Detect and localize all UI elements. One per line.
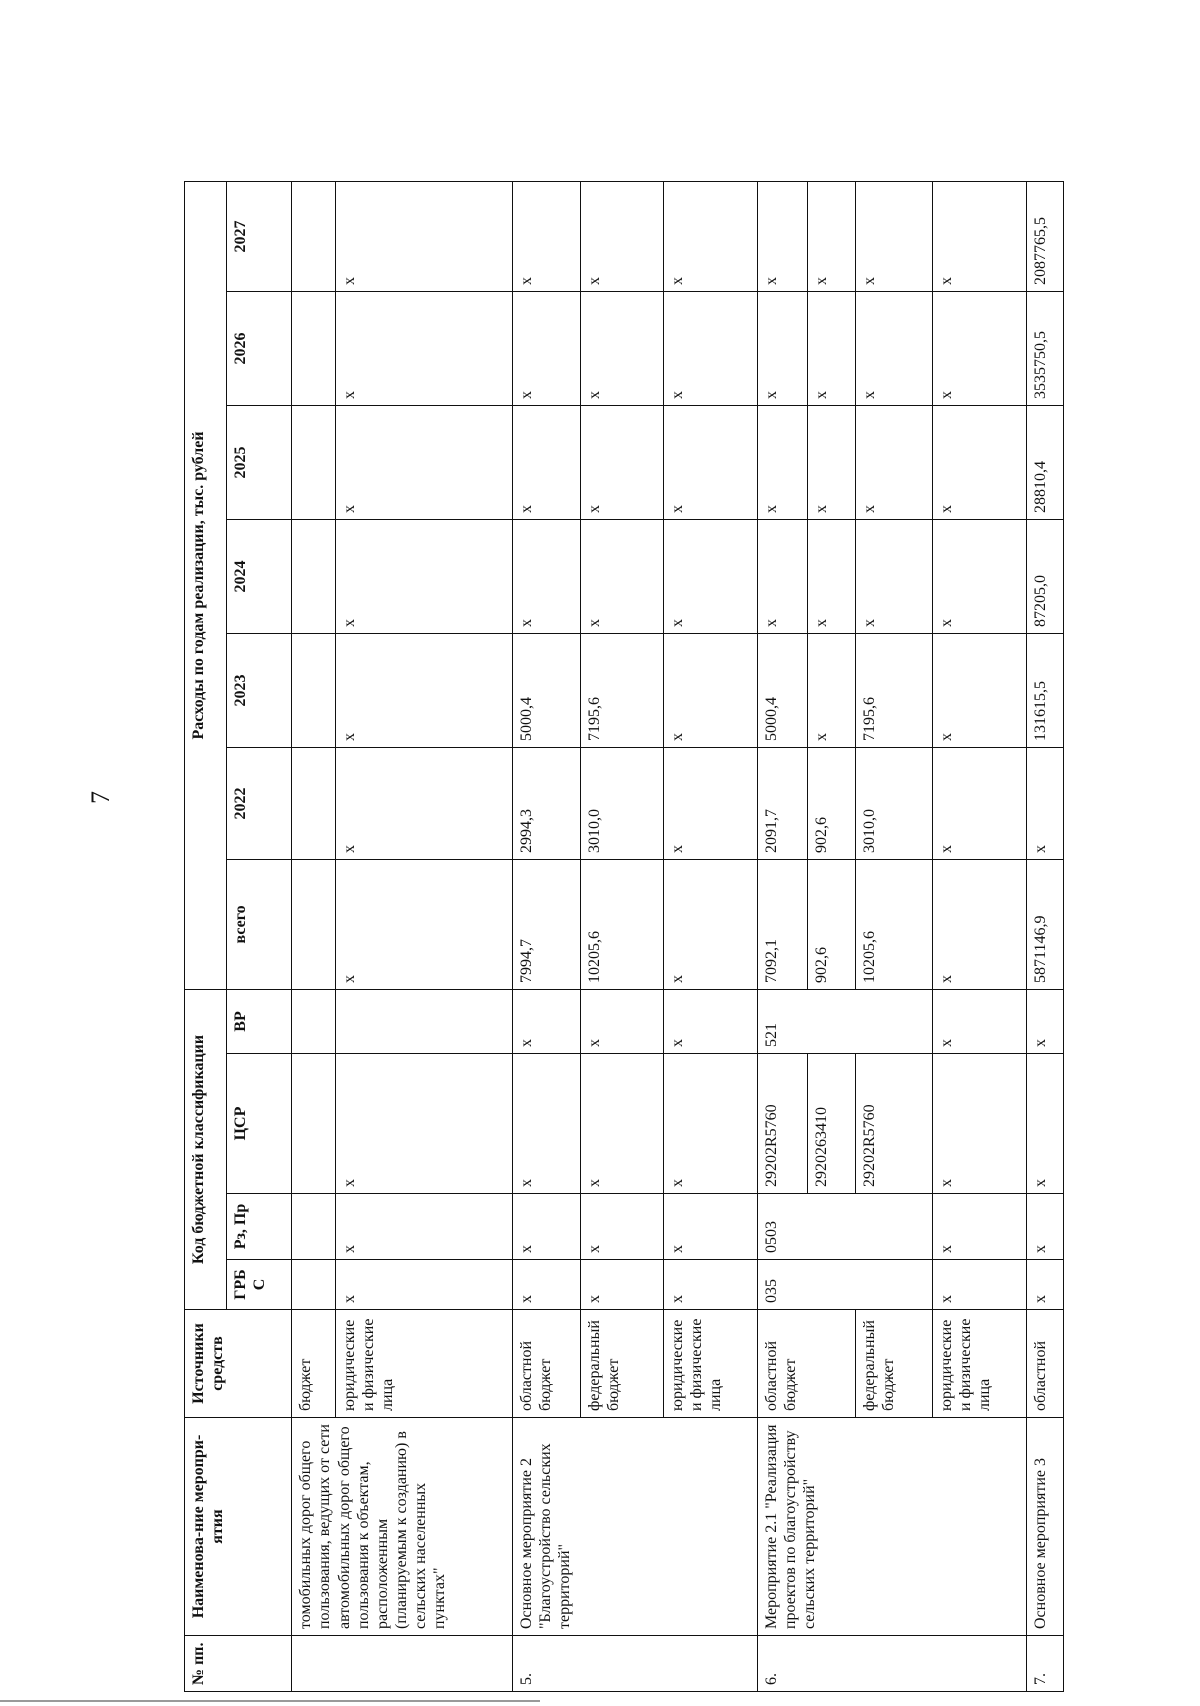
- cell: 10205,6: [580, 859, 663, 989]
- cell: x: [808, 181, 856, 291]
- cell: 5871146,9: [1026, 859, 1063, 989]
- cell: x: [580, 405, 663, 519]
- cell: x: [663, 405, 757, 519]
- cell: x: [580, 291, 663, 405]
- header-2022: 2022: [226, 747, 292, 859]
- cell: [292, 859, 336, 989]
- cell: x: [1026, 1194, 1063, 1260]
- cell: x: [808, 405, 856, 519]
- cell: юридические и физические лица: [335, 1310, 512, 1418]
- cell: 87205,0: [1026, 519, 1063, 633]
- header-2027: 2027: [226, 181, 292, 291]
- cell: x: [1026, 1260, 1063, 1310]
- cell: [292, 1054, 336, 1194]
- cell: x: [512, 1054, 580, 1194]
- cell: бюджет: [292, 1310, 336, 1418]
- cell: x: [932, 1194, 1026, 1260]
- cell: x: [663, 181, 757, 291]
- cell: x: [335, 747, 512, 859]
- cell: x: [512, 989, 580, 1053]
- cell: 29202R5760: [856, 1054, 933, 1194]
- cell: x: [1026, 1054, 1063, 1194]
- row-number: 5.: [512, 1636, 757, 1692]
- cell: x: [335, 1194, 512, 1260]
- row-number: 6.: [757, 1636, 1026, 1692]
- row-title: Мероприятие 2.1 "Реализация проектов по благоустройству сельских территорий": [757, 1418, 1026, 1636]
- table-row: [292, 181, 336, 1691]
- cell: x: [663, 859, 757, 989]
- row-number: 7.: [1026, 1636, 1063, 1692]
- cell: x: [757, 181, 807, 291]
- cell: 29202R5760: [757, 1054, 807, 1194]
- header-rzpr: Рз, Пр: [226, 1194, 292, 1260]
- cell: 7092,1: [757, 859, 807, 989]
- cell: 902,6: [808, 859, 856, 989]
- cell: x: [808, 519, 856, 633]
- table-row: [757, 181, 807, 1691]
- header-name: Наименова-ние меропри-ятия: [185, 1418, 292, 1636]
- budget-table: [184, 181, 1064, 1692]
- header-2023: 2023: [226, 633, 292, 747]
- cell: 902,6: [808, 747, 856, 859]
- cell: x: [580, 989, 663, 1053]
- cell: 2091,7: [757, 747, 807, 859]
- cell: x: [512, 181, 580, 291]
- rotated-page: [184, 182, 1064, 1692]
- cell: [292, 291, 336, 405]
- cell: x: [856, 181, 933, 291]
- cell: x: [757, 291, 807, 405]
- cell: x: [512, 1260, 580, 1310]
- source-cell: областной бюджет: [512, 1310, 580, 1418]
- header-num: № пп.: [185, 1636, 292, 1692]
- cell: x: [580, 181, 663, 291]
- cell: x: [663, 633, 757, 747]
- cell: x: [335, 405, 512, 519]
- cell: x: [663, 1194, 757, 1260]
- table-row: [1026, 181, 1063, 1691]
- cell: 3010,0: [580, 747, 663, 859]
- cell: x: [808, 633, 856, 747]
- cell: 10205,6: [856, 859, 933, 989]
- cell: 2920263410: [808, 1054, 856, 1194]
- cell: x: [512, 291, 580, 405]
- cell: x: [335, 859, 512, 989]
- page-number: 7: [86, 791, 115, 804]
- cell: x: [932, 291, 1026, 405]
- cell: x: [1026, 989, 1063, 1053]
- cell: x: [932, 1260, 1026, 1310]
- cell: x: [663, 989, 757, 1053]
- cell: x: [580, 1260, 663, 1310]
- cell: [292, 1194, 336, 1260]
- cell: [292, 405, 336, 519]
- cell: x: [932, 519, 1026, 633]
- cell: 7994,7: [512, 859, 580, 989]
- cell: x: [932, 747, 1026, 859]
- header-2025: 2025: [226, 405, 292, 519]
- cell: x: [580, 519, 663, 633]
- header-2026: 2026: [226, 291, 292, 405]
- cell: x: [932, 859, 1026, 989]
- header-expense-group: Расходы по годам реализации, тыс. рублей: [185, 181, 227, 989]
- cell: [292, 519, 336, 633]
- scan-artifact-line: [0, 1700, 540, 1702]
- cell: x: [335, 633, 512, 747]
- header-vr: ВР: [226, 989, 292, 1053]
- cell: [292, 989, 336, 1053]
- source-cell: федеральный бюджет: [580, 1310, 663, 1418]
- header-csr: ЦСР: [226, 1054, 292, 1194]
- cell: x: [932, 1054, 1026, 1194]
- cell: 035: [757, 1260, 932, 1310]
- cell: x: [663, 747, 757, 859]
- cell: 5000,4: [512, 633, 580, 747]
- cell: x: [856, 519, 933, 633]
- cell: x: [757, 405, 807, 519]
- source-cell: областной: [1026, 1310, 1063, 1418]
- cell: 2994,3: [512, 747, 580, 859]
- header-source: Источники средств: [185, 1310, 292, 1418]
- cell: x: [335, 519, 512, 633]
- cell: x: [335, 1054, 512, 1194]
- cell: x: [856, 405, 933, 519]
- cell: x: [932, 181, 1026, 291]
- cell: x: [663, 519, 757, 633]
- source-cell: юридические и физические лица: [932, 1310, 1026, 1418]
- header-code-group: Код бюджетной классификации: [185, 989, 227, 1309]
- cell: 5000,4: [757, 633, 807, 747]
- header-total: всего: [226, 859, 292, 989]
- cell: x: [932, 405, 1026, 519]
- source-cell: областной бюджет: [757, 1310, 855, 1418]
- cell: 131615,5: [1026, 633, 1063, 747]
- cell: x: [335, 181, 512, 291]
- cell: [335, 989, 512, 1053]
- header-row-1: [185, 181, 227, 1691]
- cell: 7195,6: [856, 633, 933, 747]
- cell: [292, 633, 336, 747]
- cell: x: [856, 291, 933, 405]
- cell: x: [663, 1260, 757, 1310]
- cell: [292, 181, 336, 291]
- cell: x: [512, 405, 580, 519]
- cell: 0503: [757, 1194, 932, 1260]
- cell: 2087765,5: [1026, 181, 1063, 291]
- cell: 3535750,5: [1026, 291, 1063, 405]
- cell: x: [512, 1194, 580, 1260]
- cell: x: [580, 1054, 663, 1194]
- header-grbs: ГРБ С: [226, 1260, 292, 1310]
- cell: x: [335, 1260, 512, 1310]
- cell: x: [512, 519, 580, 633]
- cell: [292, 747, 336, 859]
- continuation-name: томобильных дорог общего пользования, ведущих от сети автомобильных дорог общего пользования к объектам, расположенным (планируемым к созданию) в сельских населенных пунктах": [292, 1418, 513, 1636]
- header-2024: 2024: [226, 519, 292, 633]
- source-cell: федеральный бюджет: [856, 1310, 933, 1418]
- cell: [292, 1636, 513, 1692]
- table-row: [512, 181, 580, 1691]
- cell: x: [932, 989, 1026, 1053]
- row-title: Основное мероприятие 2 "Благоустройство сельских территорий": [512, 1418, 757, 1636]
- cell: x: [1026, 747, 1063, 859]
- cell: x: [932, 633, 1026, 747]
- cell: 3010,0: [856, 747, 933, 859]
- cell: x: [663, 291, 757, 405]
- cell: x: [757, 519, 807, 633]
- cell: x: [580, 1194, 663, 1260]
- cell: x: [808, 291, 856, 405]
- source-cell: юридические и физические лица: [663, 1310, 757, 1418]
- cell: x: [335, 291, 512, 405]
- cell: 28810,4: [1026, 405, 1063, 519]
- cell: 521: [757, 989, 932, 1053]
- row-title: Основное мероприятие 3: [1026, 1418, 1063, 1636]
- cell: x: [663, 1054, 757, 1194]
- cell: [292, 1260, 336, 1310]
- cell: 7195,6: [580, 633, 663, 747]
